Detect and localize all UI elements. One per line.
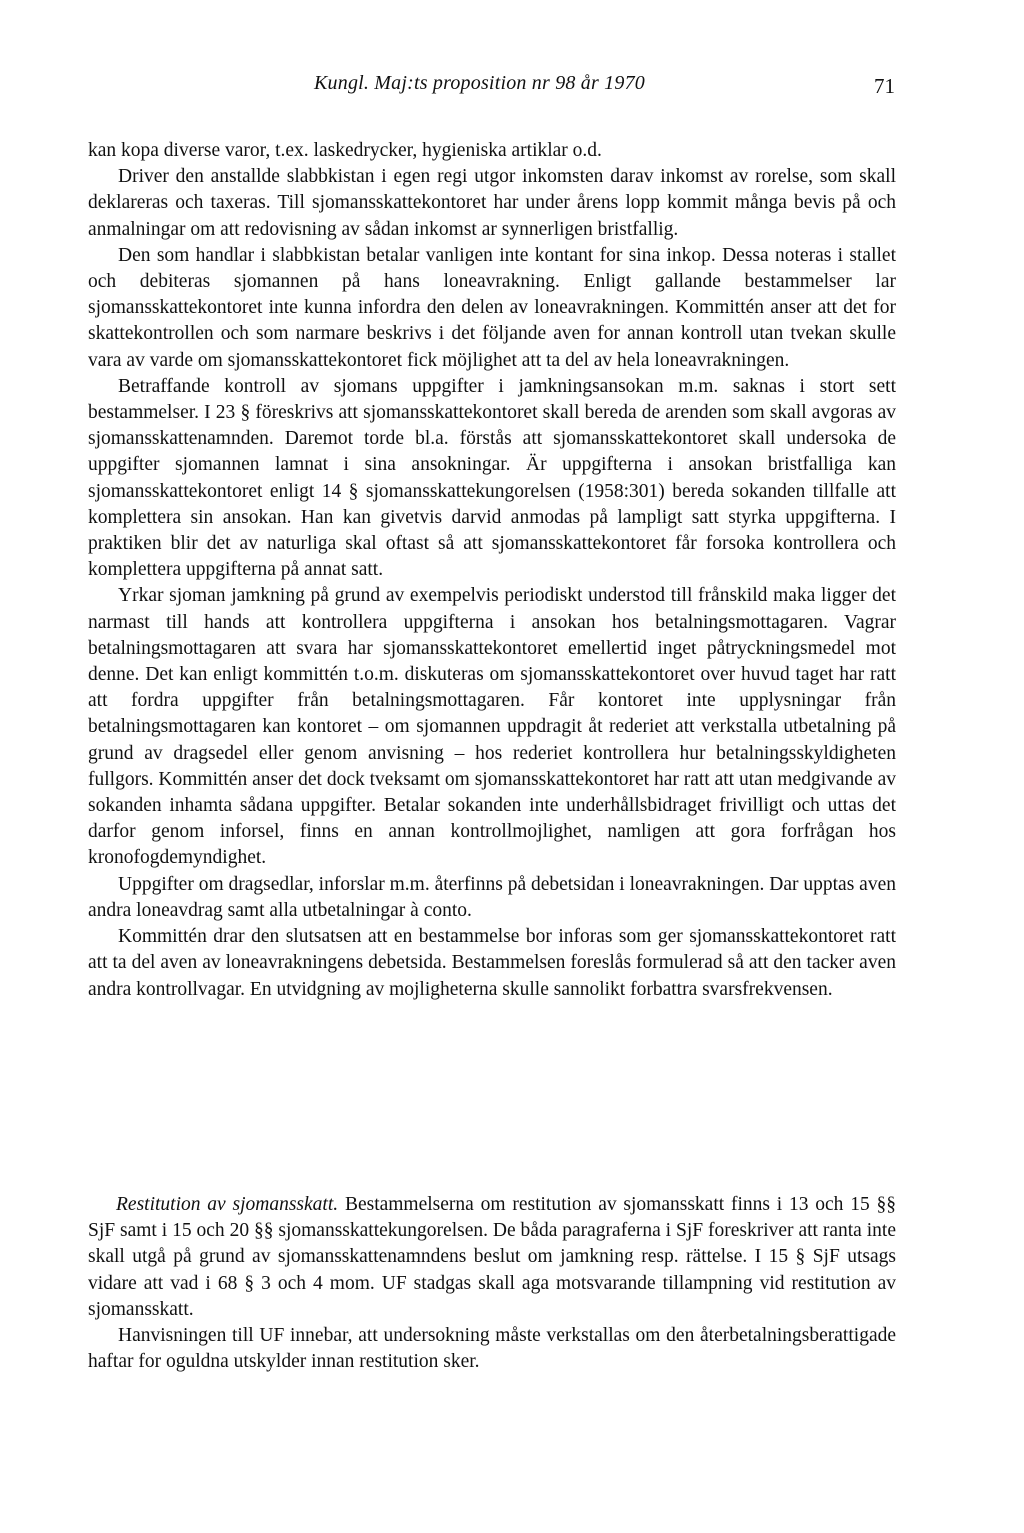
main-body-text — [88, 138, 896, 1003]
running-title: Kungl. Maj:ts proposition nr 98 år 1970 — [314, 72, 645, 94]
paragraph: Yrkar sjoman jamkning på grund av exempelvis periodiskt understod till frånskild maka ligger det narmast till hands att kontrollera uppgifterna i ansokan hos betalningsmottagaren. Vagrar betalningsmottagaren att svara har sjomansskattekontoret emellertid inget påtryckningsmedel mot denne. Det kan enligt kommittén t.o.m. diskuteras om sjomansskattekontoret over huvud taget har ratt att fordra uppgifter från betalningsmottagaren. Får kontoret inte upplysningar från betalningsmottagaren kan kontoret – om sjomannen uppdragit åt rederiet att verkstalla utbetalning på grund av dragsedel eller genom anvisning – hos rederiet kontrollera hur betalningsskyldigheten fullgors. Kommittén anser det dock tveksamt om sjomansskattekontoret har ratt att utan medgivande av sokanden inhamta sådana uppgifter. Betalar sokanden inte underhållsbidraget frivilligt och uttas det darfor genom inforsel, finns en annan kontrollmojlighet, namligen att gora forfrågan hos kronofogdemyndighet. — [88, 585, 896, 869]
paragraph: Hanvisningen till UF innebar, att undersokning måste verkstallas om den återbetalningsberattigade haftar for oguldna utskylder innan restitution sker. — [88, 1325, 896, 1373]
paragraph: Uppgifter om dragsedlar, inforslar m.m. återfinns på debetsidan i loneavrakningen. Dar upptas aven andra loneavdrag samt alla utbetalningar à conto. — [88, 873, 896, 921]
paragraph: Den som handlar i slabbkistan betalar vanligen inte kontant for sina inkop. Dessa noteras i stallet och debiteras sjomannen på hans loneavrakning. Enligt gallande bestammelser lar sjomansskattekontoret inte kunna infordra den delen av loneavrakningen. Kommittén anser att det for skattekontrollen och som narmare beskrivs i det följande aven for annan kontroll utan tvekan skulle vara av varde om sjomansskattekontoret fick möjlighet att ta del av hela loneavrakningen. — [88, 244, 896, 371]
restitution-section — [88, 1192, 896, 1375]
paragraph: Driver den anstallde slabbkistan i egen regi utgor inkomsten darav inkomst av rorelse, som skall deklareras och taxeras. Till sjomansskattekontoret har under årens lopp kommit många bevis på och anmalningar om att redovisning av sådan inkomst ar synnerligen bristfallig. — [88, 166, 896, 240]
section-lead-paragraph — [88, 1192, 896, 1323]
section-lead-text: Bestammelserna om restitution av sjomansskatt finns i 13 och 15 §§ SjF samt i 15 och 20 §§ sjomansskattekungorelsen. De båda paragraferna i SjF foreskriver att ranta inte skall utgå på grund av sjomansskattenamndens beslut om jamkning resp. rättelse. I 15 § SjF utsags vidare att vad i 68 § 3 och 4 mom. UF stadgas skall aga motsvarande tillampning vid restitution av sjomansskatt. — [88, 1194, 897, 1320]
section-heading: Restitution av sjomansskatt. — [116, 1194, 339, 1215]
paragraph: kan kopa diverse varor, t.ex. laskedrycker, hygieniska artiklar o.d. — [88, 140, 602, 161]
page-number: 71 — [874, 74, 895, 98]
paragraph: Betraffande kontroll av sjomans uppgifter i jamkningsansokan m.m. saknas i stort sett bestammelser. I 23 § föreskrivs att sjomansskattekontoret skall bereda de arenden som skall avgoras av sjomansskattenamnden. Daremot torde bl.a. förstås att sjomansskattekontoret skall undersoka de uppgifter sjomannen lamnat i sina ansokningar. Är uppgifterna i ansokan bristfalliga kan sjomansskattekontoret enligt 14 § sjomansskattekungorelsen (1958:301) bereda sokanden tillfalle att komplettera sin ansokan. Han kan givetvis darvid anmodas på lampligt satt styrka uppgifterna. I praktiken blir det av naturliga skal oftast så att sjomansskattekontoret får forsoka kontrollera och komplettera uppgifterna på annat satt. — [88, 375, 896, 581]
paragraph: Kommittén drar den slutsatsen att en bestammelse bor inforas som ger sjomansskattekontoret ratt att ta del aven av loneavrakningens debetsida. Bestammelsen foreslås formulerad så att den tacker aven andra kontrollvagar. En utvidgning av mojligheterna skulle sannolikt forbattra svarsfrekvensen. — [88, 926, 896, 1000]
